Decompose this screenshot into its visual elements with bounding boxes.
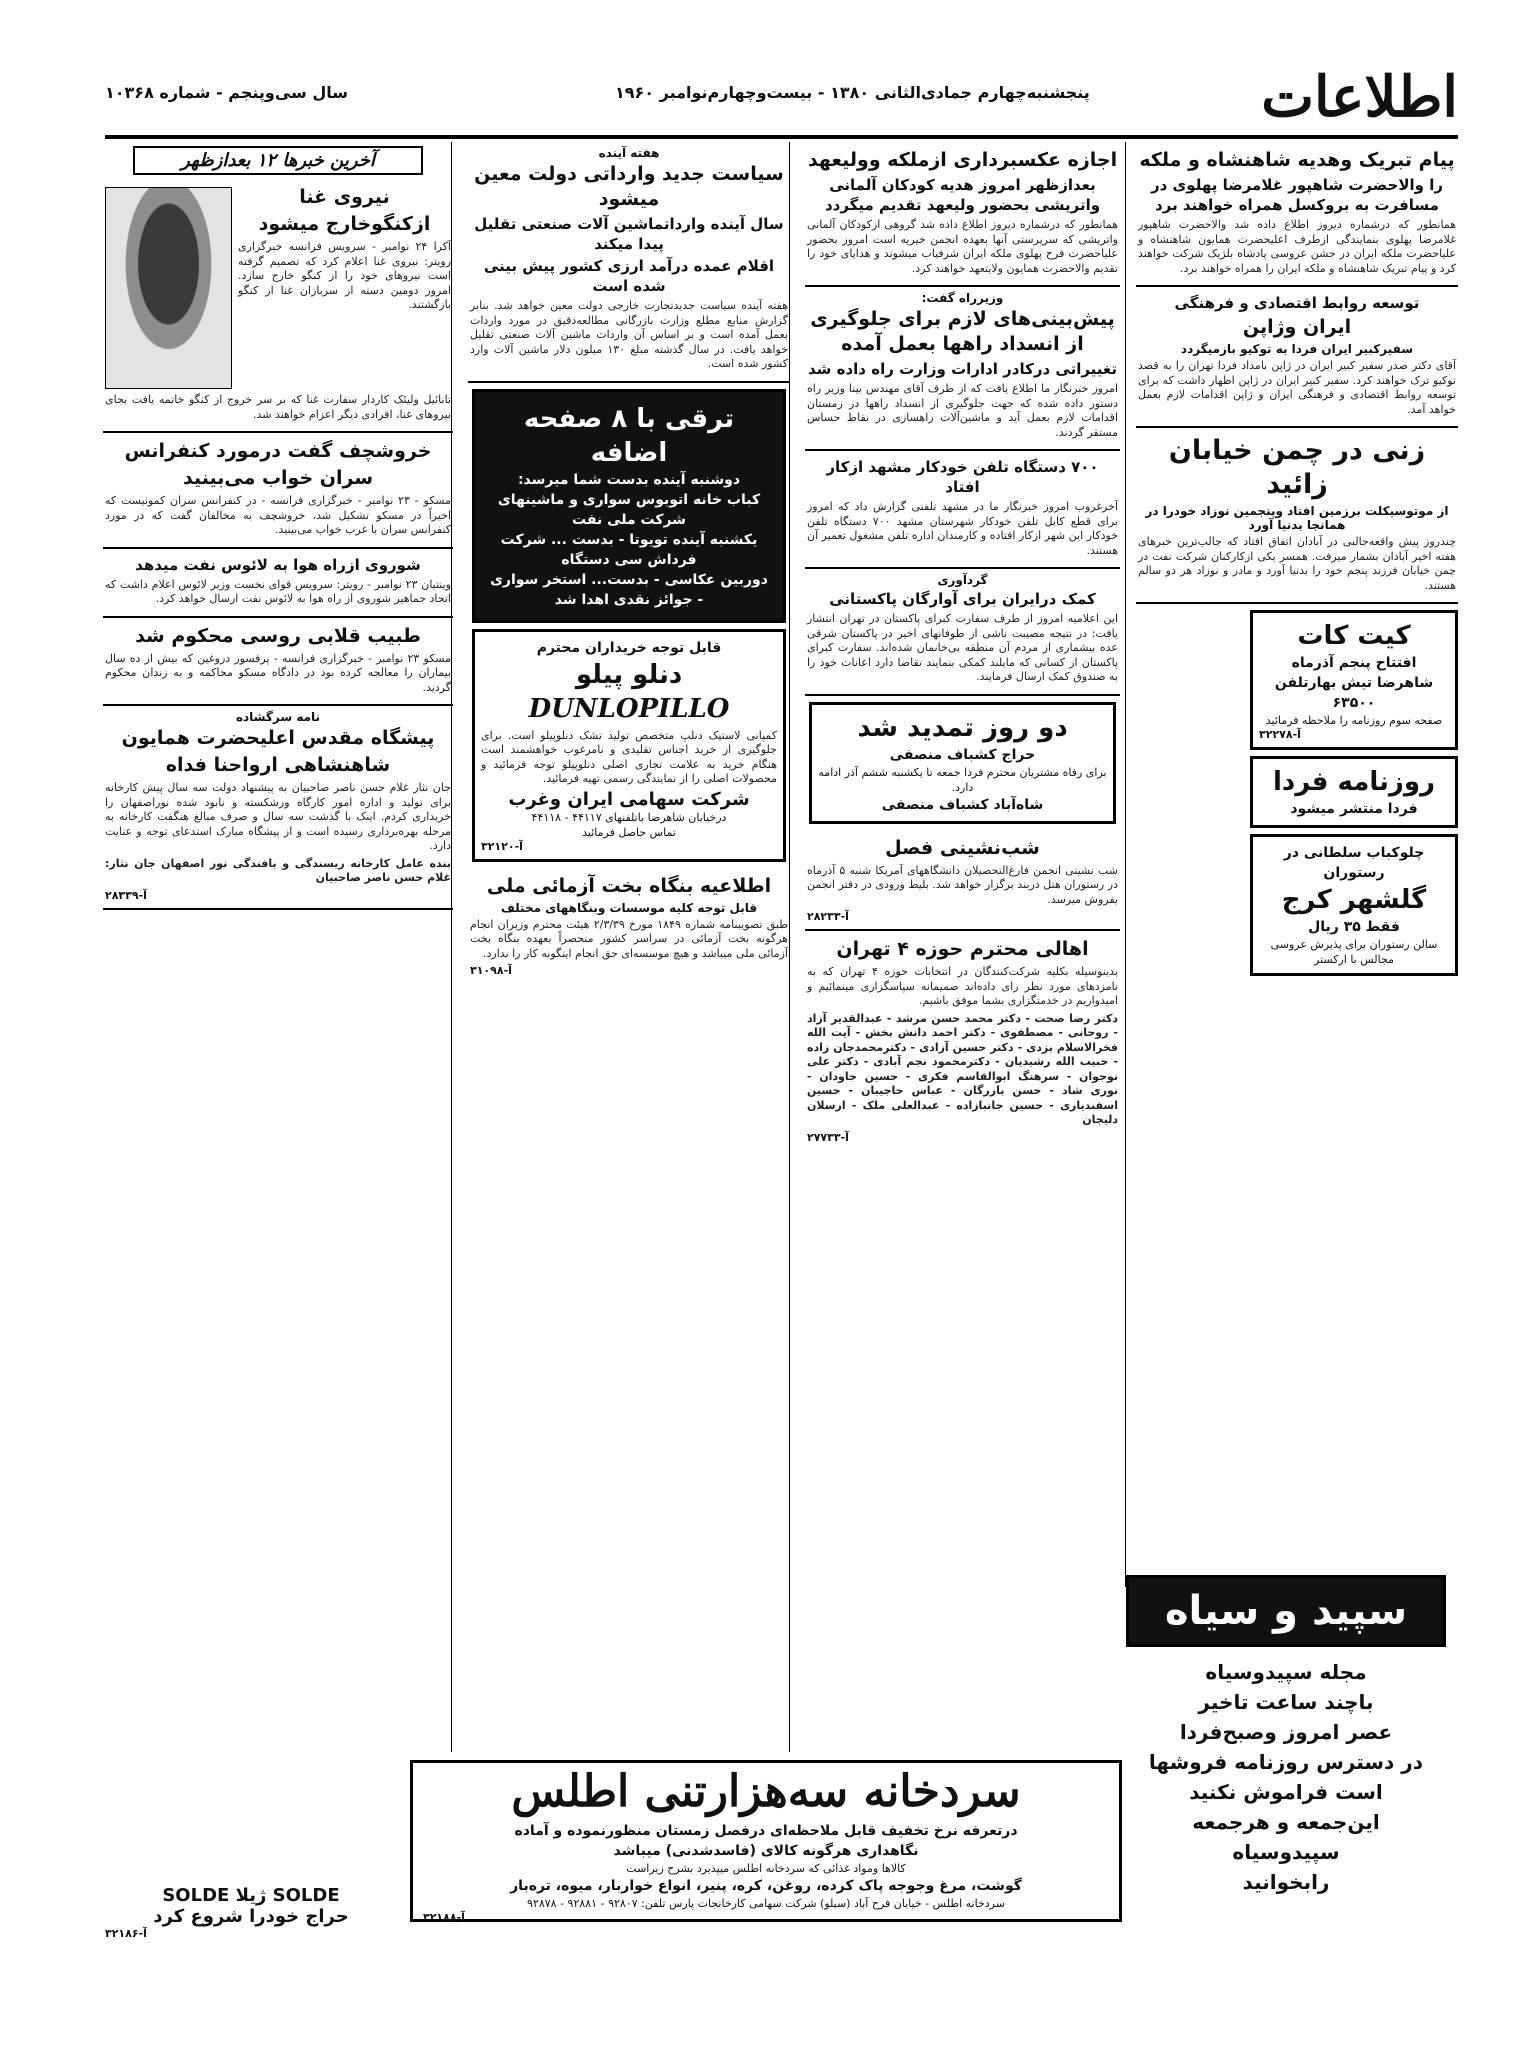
- ad-line: مجله سپیدوسیاه: [1205, 1660, 1367, 1684]
- ad-price: فقط ۳۵ ریال: [1308, 919, 1400, 935]
- ad-line: رستوران: [1323, 865, 1385, 881]
- ad-kitkat: [1250, 610, 1458, 750]
- article-body: این اعلامیه امروز از طرف سفارت کبرای پاکستان در تهران انتشار یافت: در نتیجه مصیبت ناشی از طوفانهای اخیر در پاکستان شرقی عده بیشماری از مردم آن منطقه بی‌خانمان شده‌اند. سفارت کبرای پاکستان از کسانی که مایلند کمکی بنمایند تقاضا دارد اعانات خود را به صندوق کمک ارسال فرمایند.: [807, 612, 1118, 683]
- ad-title: گلشهر کرج: [1281, 885, 1427, 915]
- column-center-right: [805, 142, 1120, 1747]
- masthead: [105, 65, 1458, 139]
- ad-zhila-solde: [105, 1885, 397, 1940]
- latest-news-stamp: آخرین خبرها ۱۲ بعدازظهر: [133, 146, 423, 175]
- subheadline: تغییراتی درکادر ادارات وزارت راه داده شد: [807, 360, 1118, 378]
- headline: نیروی غنا: [299, 186, 390, 208]
- ad-ref: آ-۲۸۲۳۳: [807, 910, 849, 923]
- ad-line: درتعرفه نرخ تخفیف قابل ملاحظه‌ای درفصل زمستان منظورنموده و آماده: [514, 1823, 1018, 1839]
- article-body: جان نثار غلام حسن ناصر صاحبیان به پیشنهاد دولت سه سال پیش کارخانه برای تولید و اداره امور کارگاه ورشکسته و نابود شده نوراصفهان را خریداری کردم. اینک با گذشت سه سال و صرف مبالغ هنگفت کارخانه به مرحله بهره‌برداری رسیده است و از پیشگاه مبارک استدعای توجه و عنایت دارد.: [105, 781, 451, 852]
- kicker: سفیرکبیر ایران فردا به توکیو بازمیگردد: [1180, 342, 1414, 356]
- ad-title: کیت کات: [1297, 621, 1411, 651]
- ad-line: چلوکباب سلطانی در: [1283, 845, 1425, 861]
- headline: پیشگاه مقدس اعلیحضرت همایون: [121, 727, 435, 749]
- ad-line: افتتاح پنجم آذرماه: [1291, 655, 1417, 671]
- ad-ref: آ-۳۲۱۸۸: [423, 1911, 465, 1924]
- article-body: تانائیل ولیئک کاردار سفارت غنا که بر سر خروج از کنگو خاتمه یافت بجای نیروهای غنا، افرادی دیگر اعزام خواهند شد.: [105, 393, 451, 421]
- ad-sepid-siah: [1126, 1575, 1446, 1907]
- ad-line: حراج کشباف منصفی: [889, 746, 1036, 763]
- headline-main: ازکنگوخارج میشود: [258, 213, 431, 235]
- article-body: هفته آینده سیاست جدیدتجارت خارجی دولت معین خواهد شد. بنابر گزارش منابع مطلع وزارت بازرگانی مطالعه‌دقیق در مورد واردات بعمل آمده است و بر اساس آن واردات ماشین آلات صنعتی تقلیل خواهد یافت. در سال گذشته مبلغ ۱۳۰ میلون دلار ماشین آلات وارد کشور شده است.: [470, 299, 788, 370]
- article-telephone: [805, 451, 1120, 569]
- issue-number: سال سی‌وپنجم - شماره ۱۰۳۶۸: [105, 83, 348, 102]
- kicker: نامه سرگشاده: [235, 710, 321, 724]
- subheadline: را والاحضرت شاهپور غلامرضا پهلوی در مسافرت به بروکسل همراه خواهند برد: [1151, 176, 1443, 214]
- article-body: آکرا ۲۴ نوامبر - سرویس فرانسه خبرگزاری رویتر: نیروی غنا اعلام کرد که تصمیم گرفته است نیروهای خود را از کنگو خارج سازد. امروز دومین دسته از سربازان غنا از کنگو بازگشتند.: [238, 240, 451, 311]
- article-pakistan-aid: [805, 569, 1120, 696]
- ad-line: ۶۳۵۰۰: [1332, 695, 1376, 711]
- ad-body: کمپانی لاستیک دنلپ متخصص تولید تشک دنلوپیلو است. برای جلوگیری از خرید اجناس تقلیدی و نامرغوب خواهشمند است هنگام خرید به علامت تجاری اصلی دنلوپیلو توجه فرمائید و محصولات اصلی را از نمایندگی رسمی تهیه فرمائید.: [481, 728, 777, 785]
- ad-banner: سپید و سیاه: [1126, 1575, 1446, 1647]
- ad-line: حراج خودرا شروع کرد: [153, 1906, 349, 1927]
- article-laos-oil: [103, 549, 453, 618]
- ad-line: برای رفاه مشتریان محترم فردا جمعه تا یکشنبه ششم آذر ادامه دارد.: [818, 765, 1107, 794]
- column-rule: [1125, 142, 1126, 1587]
- column-left: [103, 142, 453, 1872]
- article-body: همانطور که درشماره دیروز اطلاع داده شد گروهی ازکودکان آلمانی واتریشی که سرپرستی آنها بعهده انجمن خیریه است امروز بحضور علیاحضرت فرح پهلوی ملکه ایران شرفیاب میشوند و هدایای خود را تقدیم والاحضرت همایون ولایتعهد خواهند کرد.: [807, 218, 1118, 275]
- signature-line: بنده عامل کارخانه ریسندگی و بافندگی نور اصفهان جان نثار: غلام حسن ناصر صاحبیان: [105, 856, 451, 884]
- ad-title: سردخانه سه‌هزارتنی اطلس: [511, 1766, 1021, 1817]
- ad-kashbaf: [809, 702, 1116, 824]
- ad-taraghi: [472, 389, 786, 623]
- headline: طبیب قلابی روسی محکوم شد: [135, 624, 421, 647]
- headline: زنی در چمن خیابان زائید: [1168, 435, 1426, 500]
- portrait-photo: [105, 187, 232, 389]
- article-khrushchev: [103, 433, 453, 549]
- article-body: چندروز پیش واقعه‌جالبی در آبادان اتفاق افتاد که جالب‌ترین خبرهای هفته اخیر آبادان بشمار میرفت. همسر یکی ازکارکنان شرکت نفت در چمن خیابان فرزند پنجم خود را بدنیا آورد و مادر و نوزاد هر دو سالم هستند.: [1138, 535, 1456, 592]
- ad-line: سالن رستوران برای پذیرش عروسی: [1270, 938, 1438, 951]
- kicker: از موتوسیکلت برزمین افتاد وپنجمین نوزاد خودرا در همانجا بدنیا آورد: [1145, 504, 1449, 532]
- ad-company: شرکت سهامی ایران وغرب: [508, 788, 750, 810]
- article-import-policy: [468, 142, 790, 383]
- kicker: هفته آینده: [598, 146, 660, 160]
- ad-line: است فراموش نکنید: [1189, 1780, 1383, 1804]
- article-photo-permission: [805, 142, 1120, 287]
- ad-line: سپیدوسیاه: [1232, 1840, 1340, 1864]
- article-body: شب نشینی انجمن فارغ‌التحصیلان دانشگاههای آمریکا شنبه ۵ آذرماه در رستوران هتل دربند برگزار خواهد شد. بلیط ورودی در دفتر انجمن بفروش میرسد.: [807, 863, 1118, 906]
- article-roads: [805, 287, 1120, 451]
- ad-ref: آ-۲۷۷۳۳: [807, 1130, 849, 1144]
- headline: سیاست جدید وارداتی دولت معین میشود: [474, 163, 784, 210]
- article-body: بدینوسیله بکلیه شرکت‌کنندگان در انتخابات حوزه ۴ تهران که به نامزدهای مورد نظر رای داده‌اند صمیمانه سپاسگزاری مینمائیم و امیدواریم در خدمتگزاری بشما موفق باشیم.: [807, 965, 1118, 1007]
- ad-title: دنلو پیلو: [575, 659, 683, 690]
- ad-ref: آ-۲۸۳۳۹: [105, 888, 147, 902]
- ad-line: عصر امروز وصبح‌فردا: [1179, 1720, 1393, 1744]
- ad-title: ترقی با ۸ صفحه اضافه: [523, 403, 735, 468]
- article-body: همانطور که درشماره دیروز اطلاع داده شد والاحضرت شاهپور غلامرضا پهلوی بنمایندگی ازطرف اعلیحضرت همایون شاهنشاه و علیاحضرت ملکه ایران در جشن عروسی پادشاه بلژیک شرکت خواهند کرد و پیام تبریک شاهنشاه و ملکه ایران را همراه خواهند برد.: [1138, 218, 1456, 275]
- ad-line: گوشت، مرغ وجوجه پاک کرده، روغن، کره، پنیر، انواع خواربار، میوه، تره‌بار: [510, 1878, 1022, 1894]
- column-right: [1136, 142, 1458, 1572]
- ad-address: درخیابان شاهرضا باتلفنهای ۴۴۱۱۷ - ۴۴۱۱۸: [531, 810, 727, 824]
- ad-line: شاهرضا تیش بهارتلفن: [1274, 675, 1434, 691]
- article-body: مسکو ۲۳ نوامبر - خبرگزاری فرانسه - پرفسور دروغین که بیش از ده سال بیماران را معالجه کرده بود در دادگاه مسکو محاکمه و به زندان محکوم گردید.: [105, 651, 451, 694]
- headline: پیام تبریک وهدیه شاهنشاه و ملکه: [1139, 149, 1455, 171]
- ad-line: رابخوانید: [1242, 1870, 1330, 1894]
- newspaper-logo: اطلاعات: [1261, 64, 1458, 130]
- headline: توسعه روابط اقتصادی و فرهنگی: [1174, 294, 1420, 312]
- headline: شاهنشاهی ارواحنا فداه: [165, 754, 391, 776]
- ad-ref: آ-۳۲۱۲۰: [481, 839, 523, 853]
- ad-line: این‌جمعه و هرجمعه: [1192, 1810, 1380, 1834]
- article-woman-birth: [1136, 428, 1458, 604]
- subheadline: بعدازظهر امروز هدیه کودکان آلمانی واتریشی بحضور ولیعهد تقدیم میگردد: [824, 176, 1101, 214]
- ad-line: نگاهداری هرگونه کالای (فاسدشدنی) میباشد: [613, 1843, 919, 1859]
- article-body: مسکو - ۲۳ نوامبر - خبرگزاری فرانسه - در کنفرانس سران کمونیست که اخیراً در مسکو تشکیل شد، خروشچف به مخالفان گفت که در مورد کنفرانس سران با غرب خواب می‌بینید.: [105, 494, 451, 536]
- column-center-left: [468, 142, 790, 1747]
- article-iran-japan: [1136, 287, 1458, 428]
- article-party: [805, 830, 1120, 932]
- article-body: امروز خبرنگار ما اطلاع یافت که از طرف آقای مهندس بینا وزیر راه دستور داده شده که جهت جلوگیری از انسداد راهها در زمستان اقدامات لازم بعمل آید و ماشین‌آلات راهسازی در نقاط حساس مستقر گردند.: [807, 382, 1118, 439]
- headline: کمک درایران برای آوارگان پاکستانی: [829, 590, 1096, 608]
- headline: شوروی ازراه هوا به لائوس نفت میدهد: [135, 555, 421, 574]
- signatories: دکتر رضا صحت - دکتر محمد حسن مرشد - عبدالقدیر آزاد - روحانی - مصطفوی - دکتر احمد دانش بخش - آیت الله فخرالاسلام بزدی - دکتر حسین آزادی - دکترمحمدجان زاده - حبیب الله رشیدیان - دکترمحمود نجم آبادی - دکتر علی نوجوان - سرهنگ ابوالقاسم فکری - حسین جاودان - نوری شاد - حسن بازرگان - عباس حاجیبان - حسین اسفندیاری - حسین جانبازاده - عبدالعلی ملک - ارسلان دلیجان: [807, 1011, 1118, 1126]
- ad-ref: آ-۳۲۲۷۸: [1259, 728, 1301, 741]
- ad-line: در دسترس روزنامه فروشها: [1148, 1750, 1424, 1774]
- ad-line: مجالس با ارکستر: [1314, 953, 1394, 966]
- article-body: آقای دکتر صدر سفیر کبیر ایران در ژاپن بامداد فردا تهران را به قصد توکیو ترک خواهند کرد. سفیر کبیر ایران در ژاپن اظهار داشت که برای توسعه روابط اقتصادی و فرهنگی ایران و ژاپن اقدامات لازم بعمل خواهد آمد.: [1138, 359, 1456, 416]
- ad-line: صفحه سوم روزنامه را ملاحظه فرمائید: [1265, 714, 1443, 727]
- ad-title: SOLDE ژیلا SOLDE: [162, 1885, 340, 1906]
- headline-main: سران خواب می‌بینید: [182, 467, 374, 489]
- ad-line: شاه‌آباد کشباف منصفی: [881, 796, 1044, 813]
- article-fake-doctor: [103, 618, 453, 707]
- article-open-letter: [103, 706, 453, 910]
- article-body: طبق تصویبنامه شماره ۱۸۴۹ مورخ ۲/۳/۳۹ هیئت محترم وزیران انجام هرگونه بخت آزمائی در سراسر کشور منحصراً بعهده بنگاه بخت آزمائی ملی میباشد و هیچ موسسه‌ای حق انجام اینگونه کار را ندارد.: [470, 917, 788, 960]
- ad-title-latin: DUNLOPILLO: [528, 693, 730, 724]
- ad-ref: آ-۳۱۰۹۸: [470, 964, 512, 977]
- ad-line: قابل توجه خریداران محترم: [536, 639, 722, 656]
- article-district-4: [805, 931, 1120, 1150]
- ad-line: یکشنبه آینده تویوتا - بدست ... شرکت فرداش سی دستگاه: [500, 531, 758, 568]
- headline: خروشچف گفت درمورد کنفرانس: [124, 440, 432, 462]
- article-royal-gift: [1136, 142, 1458, 287]
- ad-line: دوربین عکاسی - بدست... استخر سواری - جوائز نقدی اهدا شد: [490, 571, 768, 608]
- ad-ref: آ-۳۲۱۸۶: [105, 1927, 147, 1940]
- subheadline: سال آینده وارداتماشین آلات صنعتی تقلیل پیدا میکند: [474, 215, 784, 253]
- subheadline: اقلام عمده درآمد ارزی کشور پیش بینی شده است: [483, 257, 775, 295]
- ad-atlas-cold-storage: [410, 1760, 1122, 1922]
- ad-title: دو روز تمدید شد: [857, 712, 1068, 743]
- kicker: قابل توجه کلیه موسسات وبنگاههای مختلف: [500, 900, 758, 915]
- dateline: پنجشنبه‌چهارم جمادی‌الثانی ۱۳۸۰ - بیست‌وچهارم‌نوامبر ۱۹۶۰: [615, 83, 1090, 102]
- ad-line: باچند ساعت تاخیر: [1198, 1690, 1374, 1714]
- ad-line: کالاها ومواد غذائی که سردخانه اطلس میپذیرد بشرح زیراست: [626, 1862, 906, 1875]
- ad-line: فردا منتشر میشود: [1290, 801, 1418, 817]
- headline: شب‌نشینی فصل: [885, 836, 1040, 859]
- headline-main: ایران وژاپن: [1242, 316, 1352, 338]
- headline: پیش‌بینی‌های لازم برای جلوگیری از انسداد راهها بعمل آمده: [810, 308, 1115, 355]
- ad-title: روزنامه فردا: [1273, 767, 1435, 797]
- ad-line: کباب خانه اتوبوس سواری و ماشینهای شرکت ملی نفت: [497, 491, 761, 528]
- article-body: وینتیان ۲۳ نوامبر - رویتر: سرویس قوای نخست وزیر لائوس اعلام داشت که اتحاد جماهیر شوروی از راه هوا به لائوس نفت ارسال خواهد کرد.: [105, 577, 451, 605]
- headline: اجازه عکسبرداری ازملکه وولیعهد: [807, 149, 1118, 171]
- article-body: آخرغروب امروز خبرنگار ما در مشهد تلفنی گزارش داد که امروز برای قطع کابل تلفن خودکار شهرستان مشهد ۷۰۰ دستگاه تلفن خودکار این شهر ازکار افتاده و کارمندان اداره تلفن مشغول تعمیر آن هستند.: [807, 500, 1118, 557]
- ad-dunlopillo: [472, 629, 786, 862]
- ad-address: تماس حاصل فرمائید: [582, 825, 676, 839]
- ad-address: سردخانه اطلس - خیابان فرح آباد (سیلو) شرکت سهامی کارخانجات پارس تلفن: ۹۲۸۰۷ - ۹۲۸۸۱ - ۹۲۸۷۸: [527, 1897, 1005, 1910]
- ad-golshahr: [1250, 834, 1458, 976]
- headline: ۷۰۰ دستگاه تلفن خودکار مشهد ازکار افتاد: [826, 458, 1099, 496]
- kicker: وزیرراه گفت:: [921, 291, 1004, 305]
- headline: اطلاعیه بنگاه بخت آزمائی ملی: [486, 874, 772, 897]
- ad-farda: [1250, 756, 1458, 828]
- headline: اهالی محترم حوزه ۴ تهران: [836, 938, 1089, 960]
- ad-line: دوشنبه آینده بدست شما میرسد:: [517, 471, 741, 488]
- kicker: گردآوری: [937, 573, 988, 587]
- article-lottery: [468, 868, 790, 984]
- article-ghana: [103, 179, 453, 433]
